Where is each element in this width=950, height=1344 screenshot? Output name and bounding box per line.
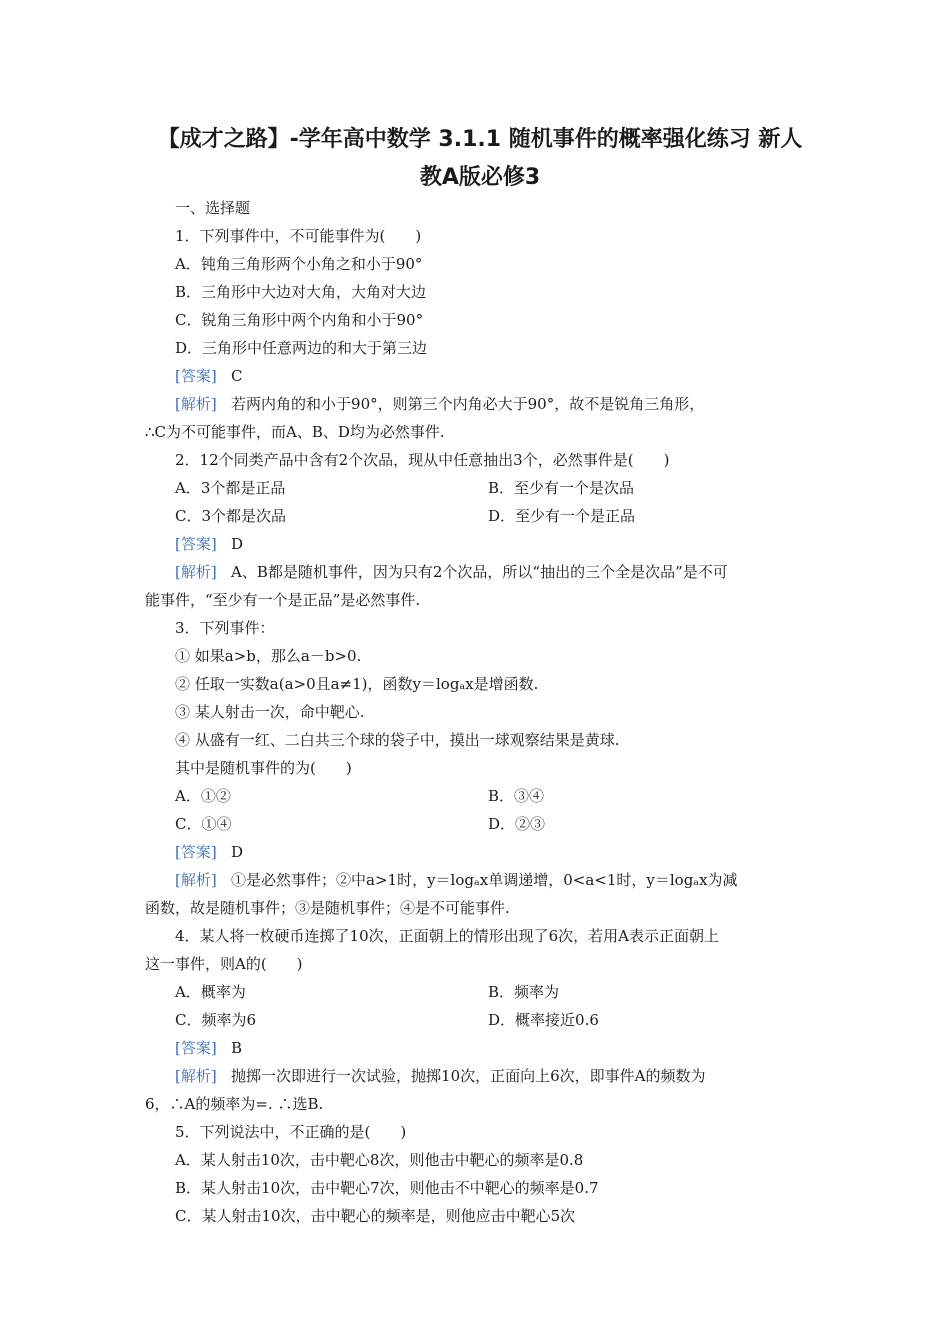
question-1-option-b: B．三角形中大边对大角，大角对大边 [175,283,427,301]
question-1-option-a: A．钝角三角形两个小角之和小于90° [175,255,423,273]
question-4-option-d: D．概率接近0.6 [488,1011,599,1029]
question-3-option-d: D．②③ [488,815,546,833]
question-3-question: 其中是随机事件的为( ) [175,759,352,777]
analysis-tag: [解析] [175,1067,217,1085]
question-3-item-1: ① 如果a>b，那么a－b>0. [175,647,362,665]
question-4-analysis-line-2: 6，∴A的频率为=. ∴选B. [145,1095,324,1113]
question-4-option-c: C．频率为6 [175,1011,257,1029]
analysis-text: 抛掷一次即进行一次试验，抛掷10次，正面向上6次，即事件A的频数为 [231,1067,706,1085]
question-1-answer [175,366,243,386]
question-4-option-a: A．概率为 [175,983,246,1001]
question-2-analysis-line-1 [175,562,728,582]
question-1-analysis-line-2: ∴C为不可能事件，而A、B、D均为必然事件. [145,423,445,441]
question-2-analysis-line-2: 能事件，“至少有一个是正品”是必然事件. [145,591,421,609]
question-2-option-a: A．3个都是正品 [175,479,286,497]
question-3-option-c: C．①④ [175,815,232,833]
question-4-stem-line-2: 这一事件，则A的( ) [145,955,303,973]
document-title-line-2: 教A版必修3 [419,165,541,190]
question-2-answer [175,534,243,554]
analysis-tag: [解析] [175,563,217,581]
document-title-line-1: 【成才之路】-学年高中数学 3.1.1 随机事件的概率强化练习 新人 [157,127,803,152]
answer-tag: [答案] [175,535,217,553]
question-1-analysis-line-1 [175,394,704,414]
question-1-option-c: C．锐角三角形中两个内角和小于90° [175,311,424,329]
analysis-tag: [解析] [175,395,217,413]
question-5-option-b: B．某人射击10次，击中靶心7次，则他击不中靶心的频率是0.7 [175,1179,599,1197]
question-5-option-c: C．某人射击10次，击中靶心的频率是，则他应击中靶心5次 [175,1207,576,1225]
question-1-stem: 1．下列事件中，不可能事件为( ) [175,227,422,245]
answer-tag: [答案] [175,1039,217,1057]
question-3-stem: 3．下列事件： [175,619,275,637]
question-3-item-4: ④ 从盛有一红、二白共三个球的袋子中，摸出一球观察结果是黄球. [175,731,620,749]
answer-value: C [231,367,243,385]
answer-value: D [231,843,244,861]
question-3-item-2: ② 任取一实数a(a>0且a≠1)，函数y＝logₐx是增函数. [175,675,539,693]
answer-value: D [231,535,244,553]
question-3-option-b: B．③④ [488,787,545,805]
section-heading: 一、选择题 [175,199,251,217]
question-3-answer [175,842,243,862]
answer-tag: [答案] [175,367,217,385]
analysis-text: A、B都是随机事件，因为只有2个次品，所以“抽出的三个全是次品”是不可 [231,563,728,581]
question-3-analysis-line-2: 函数，故是随机事件；③是随机事件；④是不可能事件. [145,899,510,917]
question-5-option-a: A．某人射击10次，击中靶心8次，则他击中靶心的频率是0.8 [175,1151,584,1169]
analysis-tag: [解析] [175,871,217,889]
question-4-stem-line-1: 4．某人将一枚硬币连掷了10次，正面朝上的情形出现了6次，若用A表示正面朝上 [175,927,720,945]
answer-tag: [答案] [175,843,217,861]
analysis-text: 若两内角的和小于90°，则第三个内角必大于90°，故不是锐角三角形， [231,395,705,413]
analysis-text: ①是必然事件；②中a>1时，y＝logₐx单调递增，0<a<1时，y＝logₐx为减 [231,871,738,889]
question-3-item-3: ③ 某人射击一次，命中靶心. [175,703,365,721]
question-2-stem: 2．12个同类产品中含有2个次品，现从中任意抽出3个，必然事件是( ) [175,451,670,469]
question-4-answer [175,1038,242,1058]
question-2-option-b: B．至少有一个是次品 [488,479,635,497]
question-2-option-d: D．至少有一个是正品 [488,507,636,525]
question-2-option-c: C．3个都是次品 [175,507,287,525]
question-3-analysis-line-1 [175,870,738,890]
question-3-option-a: A．①② [175,787,231,805]
question-4-option-b: B．频率为 [488,983,560,1001]
question-5-stem: 5．下列说法中，不正确的是( ) [175,1123,407,1141]
question-1-option-d: D．三角形中任意两边的和大于第三边 [175,339,428,357]
answer-value: B [231,1039,243,1057]
question-4-analysis-line-1 [175,1066,706,1086]
